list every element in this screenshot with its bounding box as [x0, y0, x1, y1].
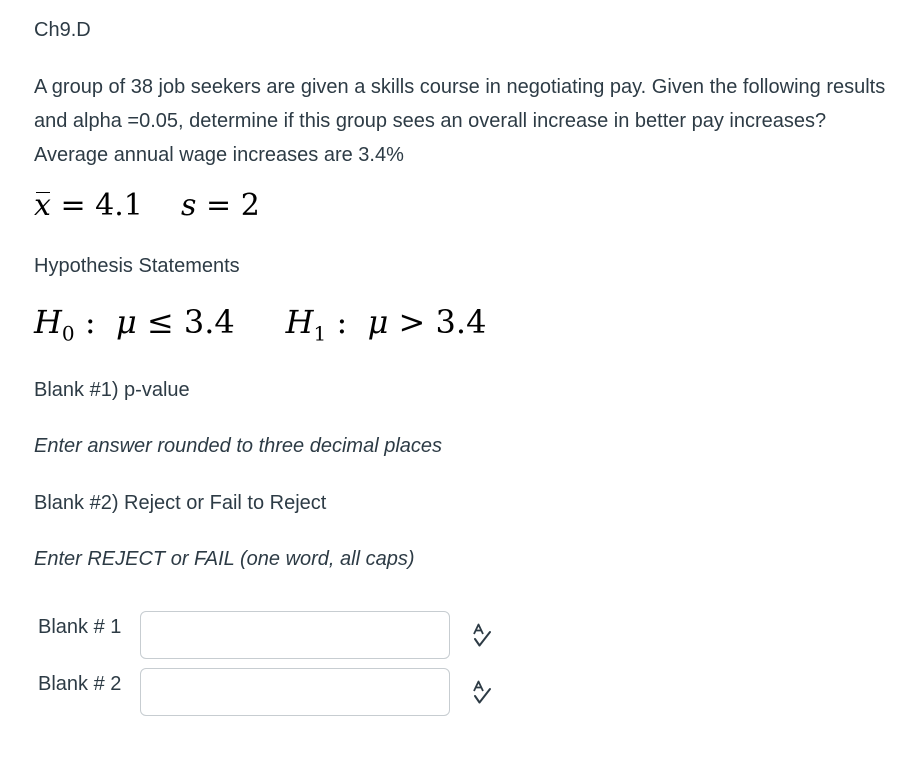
spellcheck-icon[interactable] — [470, 623, 494, 649]
blank2-instruction: Blank #2) Reject or Fail to Reject — [34, 492, 327, 514]
s-symbol: s — [181, 188, 197, 223]
question-title: Ch9.D — [34, 19, 91, 41]
alternative-hypothesis: $H_1$ : μ > 3.4 — [285, 303, 487, 346]
blank1-input[interactable] — [140, 611, 450, 659]
blank2-input[interactable] — [140, 668, 450, 716]
blank1-hint: Enter answer rounded to three decimal places — [34, 435, 443, 457]
blank2-label: Blank # 2 — [38, 673, 122, 695]
question-text: A group of 38 job seekers are given a skills course in negotiating pay. Given the following results and alpha =0.05, determine if this group sees an overall increase in better pay increases? Average annual wage increases are 3.4% — [34, 76, 886, 166]
blank1-label: Blank # 1 — [38, 616, 122, 638]
hypothesis-label: Hypothesis Statements — [34, 255, 240, 277]
xbar-value: 4.1 — [95, 188, 143, 223]
blank2-hint: Enter REJECT or FAIL (one word, all caps) — [34, 548, 415, 570]
blank1-instruction: Blank #1) p-value — [34, 379, 190, 401]
null-hypothesis: $H_0$ : μ ≤ 3.4 — [34, 303, 235, 346]
hypothesis-statements — [34, 300, 486, 355]
xbar-symbol: x — [34, 186, 51, 226]
spellcheck-icon[interactable] — [470, 680, 494, 706]
sample-statistics: x = 4.1 s = 2 — [34, 186, 260, 226]
s-value: 2 — [240, 188, 260, 223]
